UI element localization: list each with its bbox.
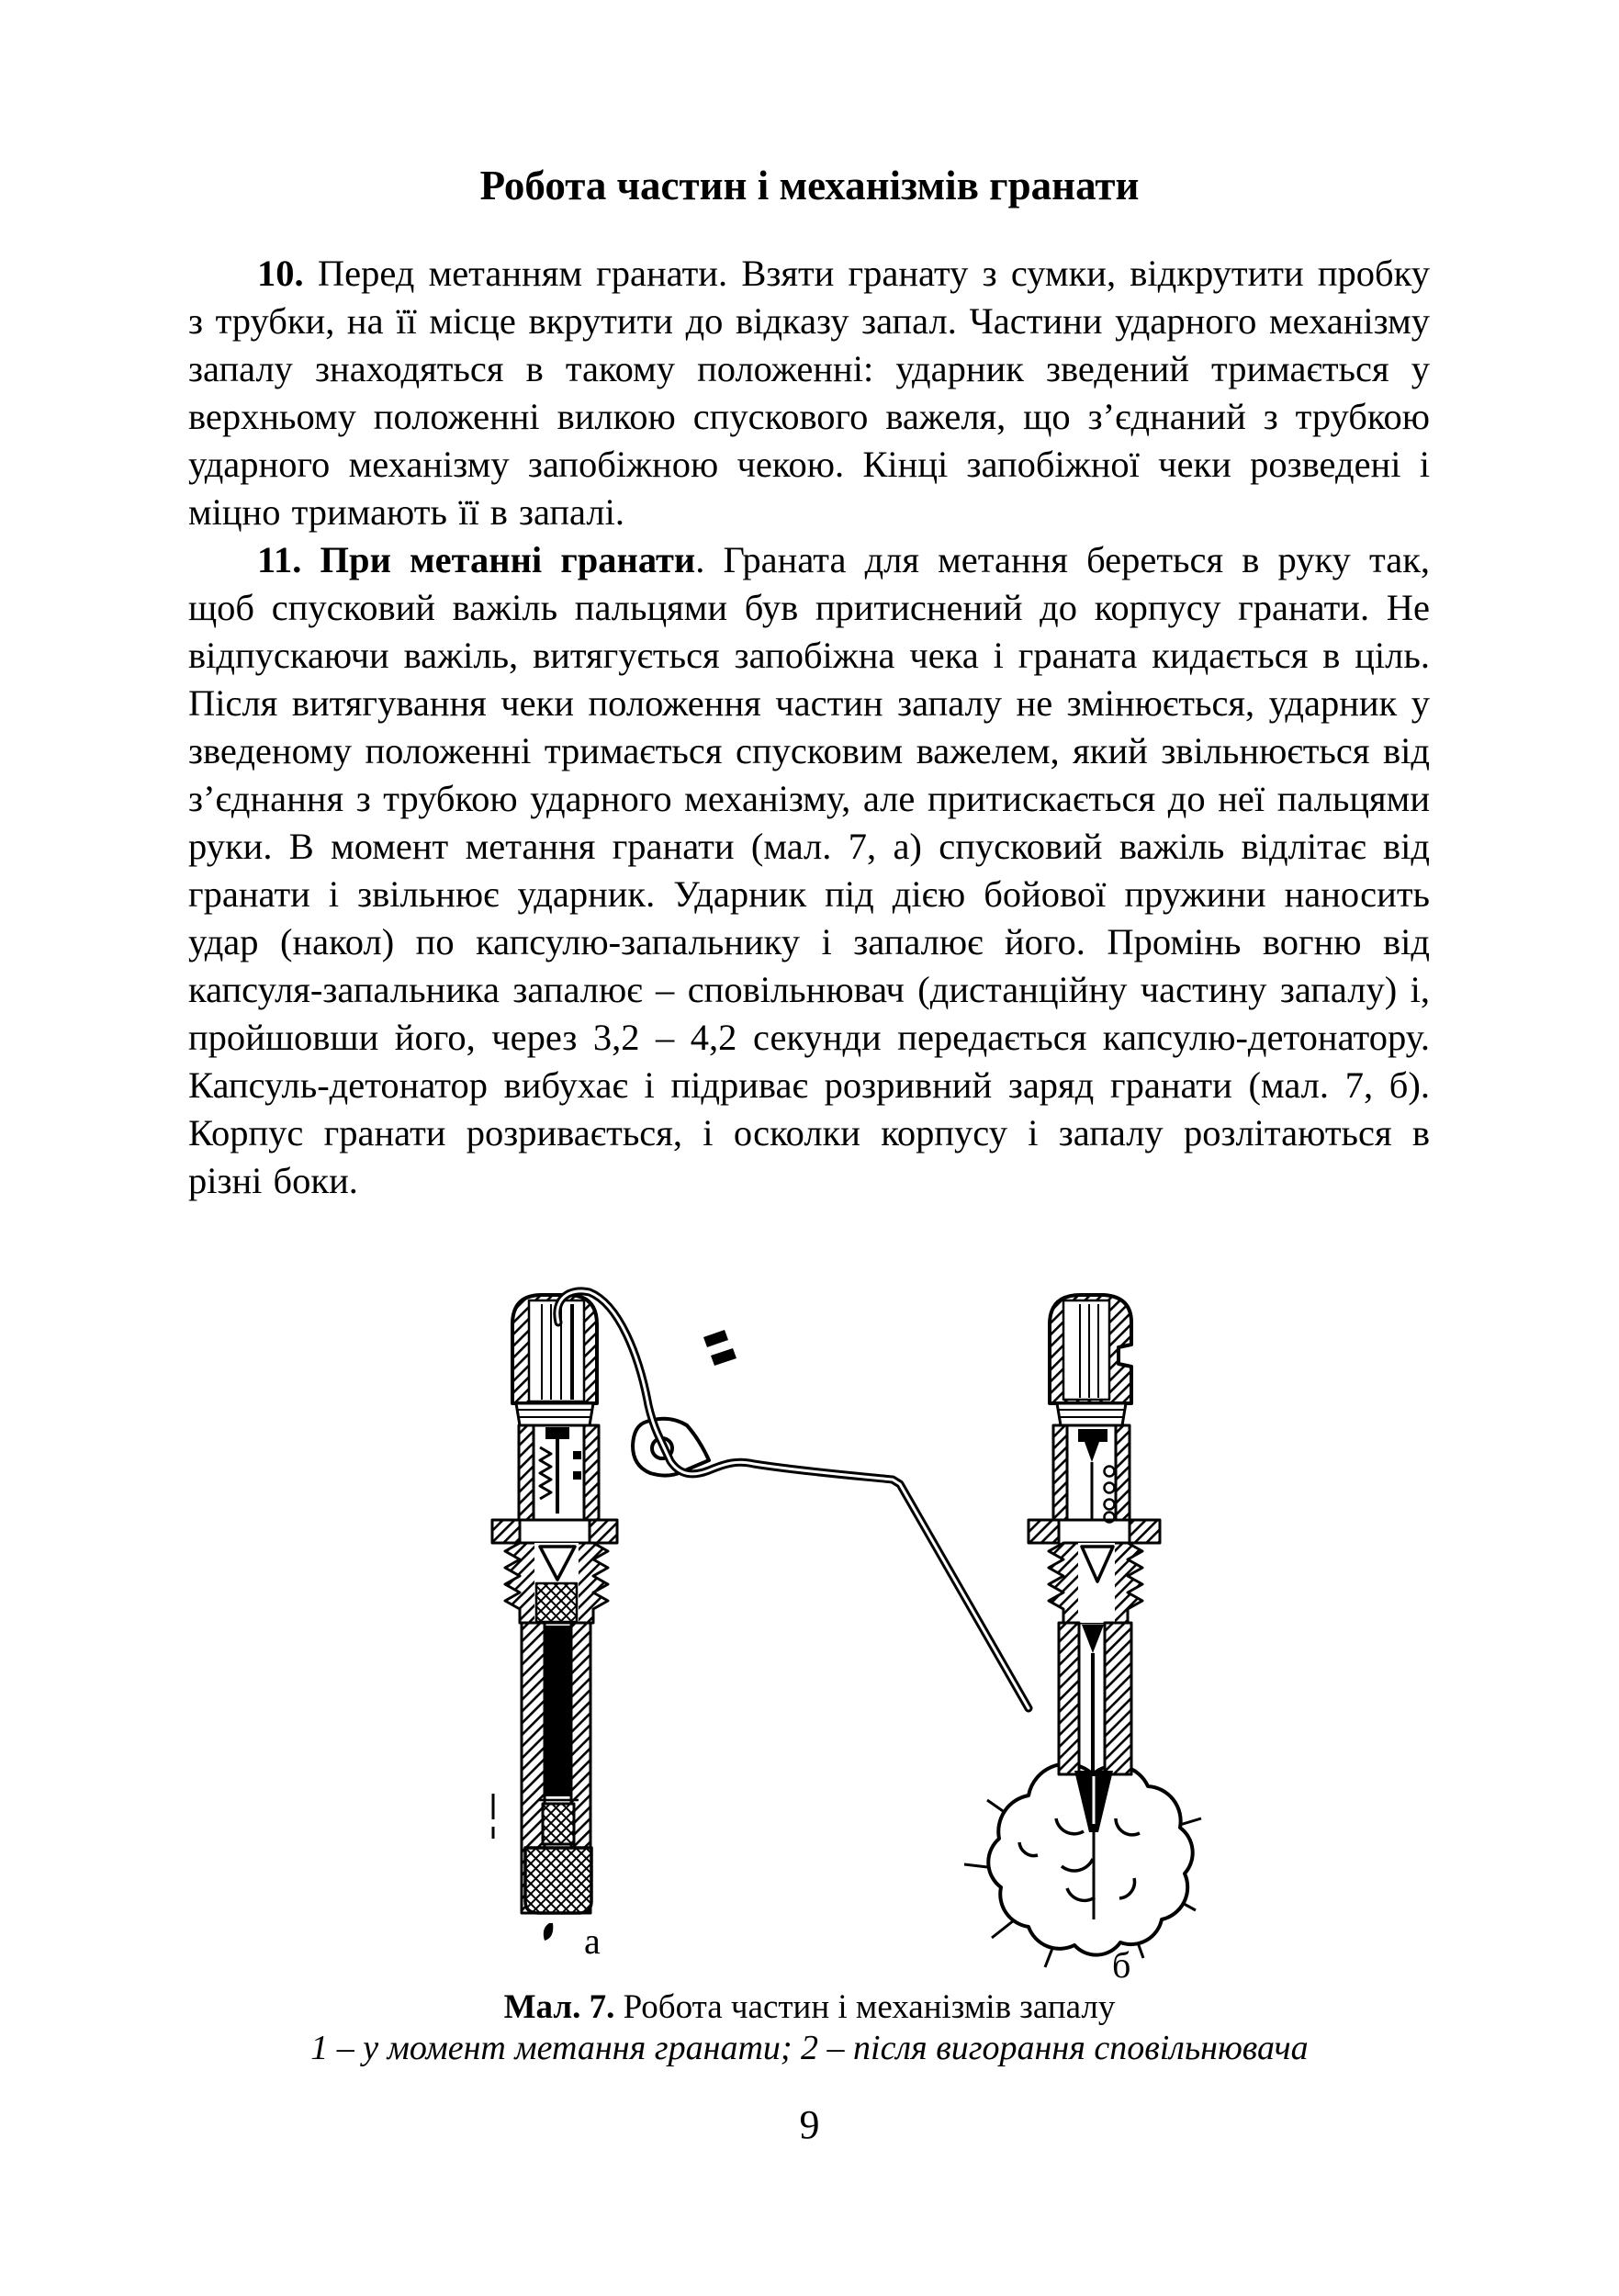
figure-label-a: а: [584, 1920, 601, 1962]
delay-element: [545, 1626, 571, 1796]
paragraph-10: [188, 250, 1430, 536]
fuze-diagram: [450, 1267, 1221, 1995]
paragraph-11-lead: 11. При метанні гранати: [257, 539, 696, 580]
motion-marks: [703, 1330, 736, 1366]
left-striker-spring: [540, 1447, 551, 1499]
left-flange-wing: [492, 1520, 520, 1543]
lever-band: [557, 1291, 1029, 1708]
page-title: Робота частин і механізмів гранати: [479, 163, 1140, 208]
right-flange-wing: [1029, 1520, 1059, 1543]
left-fuze-cutaway: [492, 1295, 617, 1941]
paragraph-11-text: . Граната для метання береться в руку так, щоб спусковий важіль пальцями був притиснений до корпусу гранати. Не відпускаючи важіль, витягується запобіжна чека і граната кидається в ціль. Після витягування чеки положення частин запалу не змінюється, ударник у зведеному положенні тримається спусковим важелем, який звільнюється від з’єднання з трубкою ударного механізму, але притискається до неї пальцями руки. В момент метання гранати (мал. 7, а) спусковий важіль відлітає від гранати і звільнює ударник. Ударник під дією бойової пружини наносить удар (накол) по капсулю-запальнику і запалює його. Промінь вогню від капсуля-запальника запалює – сповільнювач (дистанційну частину запалу) і, пройшовши його, через 3,2 – 4,2 секунди передається капсулю-детонатору. Капсуль-детонатор вибухає і підриває розривний заряд гранати (мал. 7, б). Корпус гранати розривається, і осколки корпусу і запалу розлітаються в різні боки.: [188, 539, 1431, 1201]
figure-subcaption: 1 – у момент метання гранати; 2 – після вигорання сповільнювача: [310, 2029, 1309, 2067]
left-striker-head: [545, 1427, 569, 1439]
right-striker-tip: [1082, 1625, 1104, 1653]
figure-7: [450, 1267, 1221, 1995]
right-flange-wing: [1130, 1520, 1160, 1543]
figure-caption-number: Мал. 7.: [503, 1988, 615, 2026]
detonator-capsule-upper: [543, 1804, 574, 1844]
figure-label-b: б: [1112, 1944, 1131, 1986]
detonator-capsule: [525, 1848, 591, 1913]
figure-caption-text: Робота частин і механізмів запалу: [614, 1988, 1116, 2026]
safety-lever: [557, 1291, 1029, 1708]
right-striker-down: [1078, 1429, 1107, 1462]
paragraph-10-text: Перед метанням гранати. Взяти гранату з сумки, відкрутити пробку з трубки, на її місце вкрутити до відказу запал. Частини ударного механізму запалу знаходяться в такому положенні: ударник зведений тримається у верхньому положенні вилкою спускового важеля, що з’єднаний з трубкою ударного механізму запобіжною чекою. Кінці запобіжної чеки розведені і міцно тримають її в запалі.: [188, 253, 1431, 533]
paragraph-10-number: 10.: [257, 253, 318, 294]
figure-caption: [0, 1986, 1619, 2030]
page-number: 9: [799, 2102, 820, 2147]
right-fuze-cutaway: [964, 1295, 1201, 1967]
paragraph-11: [188, 536, 1430, 1205]
left-flange-wing: [590, 1520, 617, 1543]
